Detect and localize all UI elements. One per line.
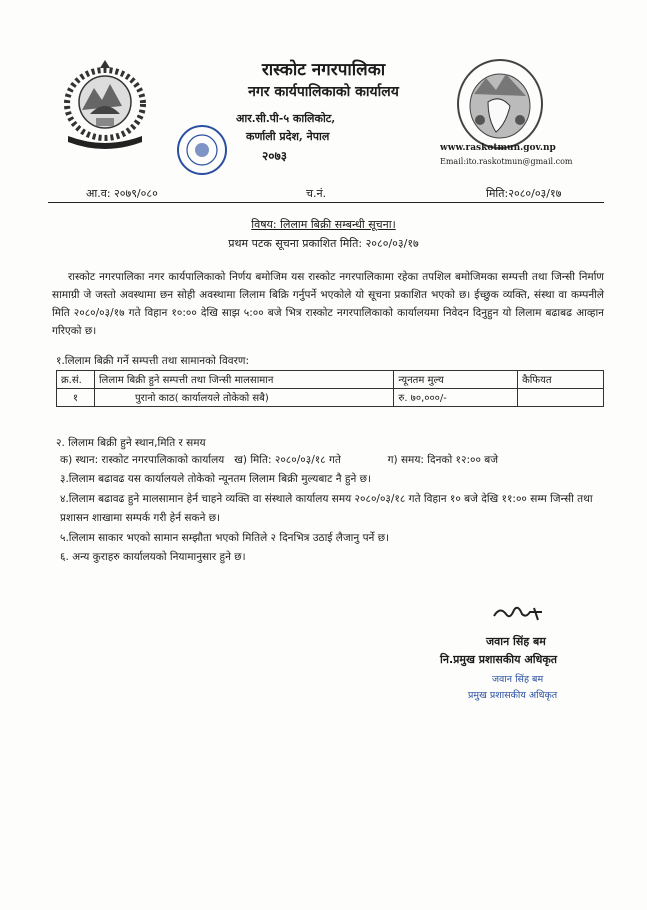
notice-date: मिति:२०८०/०३/१७	[486, 187, 562, 200]
table-header-cell: कैफियत	[518, 371, 604, 389]
table-header-row	[57, 371, 604, 389]
table-header-cell: न्यूनतम मुल्य	[394, 371, 518, 389]
header-divider	[48, 202, 604, 203]
auction-location-line: क) स्थान: रास्कोट नगरपालिकाको कार्यालय ख) मिति: २०८०/०३/१८ गते ग) समय: दिनको १२:०० बजे	[60, 454, 499, 466]
section1-heading: १.लिलाम बिक्री गर्ने सम्पत्ती तथा सामानको विवरण:	[56, 355, 250, 367]
header-title: रास्कोट नगरपालिका	[261, 60, 386, 80]
fiscal-year: आ.व: २०७९/०८०	[86, 187, 158, 200]
stamp-name: जवान सिंह बम	[492, 674, 544, 685]
notice-subject: विषय: लिलाम बिक्री सम्बन्धी सूचना।	[251, 218, 396, 231]
header-year: २०७३	[262, 149, 287, 163]
notice-body: रास्कोट नगरपालिका नगर कार्यपालिकाको निर्णय बमोजिम यस रास्कोट नगरपालिकामा रहेका तपशिल बमोजिमका सम्पत्ती तथा जिन्सी निर्माण सामाग्री जे जस्तो अवस्थामा छन सोही अवस्थामा लिलाम बिक्रि गर्नुपर्ने भएकोले यो सूचना प्रकाशित भएको छ। ईच्छुक व्यक्ति, संस्था वा कम्पनीले मिति २०८०/०३/१७ गते विहान १०:०० देखि साझ ५:०० बजे भित्र रास्कोट नगरपालिकाको कार्यालयमा निवेदन दिनुहुन यो लिलाम बढाबढ आव्हान गरिएको छ।	[52, 271, 604, 337]
clause-4: ४.लिलाम बढावढ हुने मालसामान हेर्न चाहने व्यक्ति वा संस्थाले कार्यालय समय २०८०/०३/१८ गते विहान १० बजे देखि ११:०० सम्म जिन्सी तथा प्रशासन शाखामा सम्पर्क गरी हेर्न सकने छ।	[60, 493, 593, 524]
table-cell: पुरानो काठ( कार्यालयले तोकेको सबै)	[94, 389, 393, 407]
table-cell: १	[57, 389, 95, 407]
clause-5: ५.लिलाम साकार भएको सामान सम्झौता भएको मितिले २ दिनभित्र उठाई लैजानु पर्ने छ।	[60, 532, 390, 544]
signatory-title: नि.प्रमुख प्रशासकीय अधिकृत	[440, 653, 558, 666]
signature-icon	[490, 602, 560, 624]
header-subtitle: नगर कार्यपालिकाको कार्यालय	[248, 84, 399, 100]
table-cell	[518, 389, 604, 407]
table-header-cell: लिलाम बिक्री हुने सम्पत्ती तथा जिन्सी मालसामान	[94, 371, 393, 389]
header-address-line1: आर.सी.पी-५ कालिकोट,	[236, 112, 336, 125]
header-email[interactable]: Email:ito.raskotmun@gmail.com	[440, 157, 573, 166]
header-address-line2: कर्णाली प्रदेश, नेपाल	[246, 130, 330, 143]
clause-3: ३.लिलाम बढावढ यस कार्यालयले तोकेको न्यूनतम लिलाम बिक्री मुल्यबाट नै हुने छ।	[60, 473, 371, 485]
chalani-number: च.नं.	[306, 187, 327, 200]
published-date: प्रथम पटक सूचना प्रकाशित मिति: २०८०/०३/१७	[228, 237, 419, 250]
clause-6: ६. अन्य कुराहरु कार्यालयको नियामानुसार हुने छ।	[60, 551, 246, 563]
items-table	[56, 370, 604, 407]
table-row	[57, 389, 604, 407]
municipal-seal-icon	[176, 124, 228, 176]
stamp-title: प्रमुख प्रशासकीय अधिकृत	[468, 690, 558, 701]
table-header-cell: क्र.सं.	[57, 371, 95, 389]
signatory-name: जवान सिंह बम	[486, 635, 546, 648]
header-website[interactable]: www.raskotmun.gov.np	[440, 143, 556, 153]
section2-heading: २. लिलाम बिक्री हुने स्थान,मिति र समय	[56, 437, 206, 449]
table-cell: रु. ७०,०००/-	[394, 389, 518, 407]
